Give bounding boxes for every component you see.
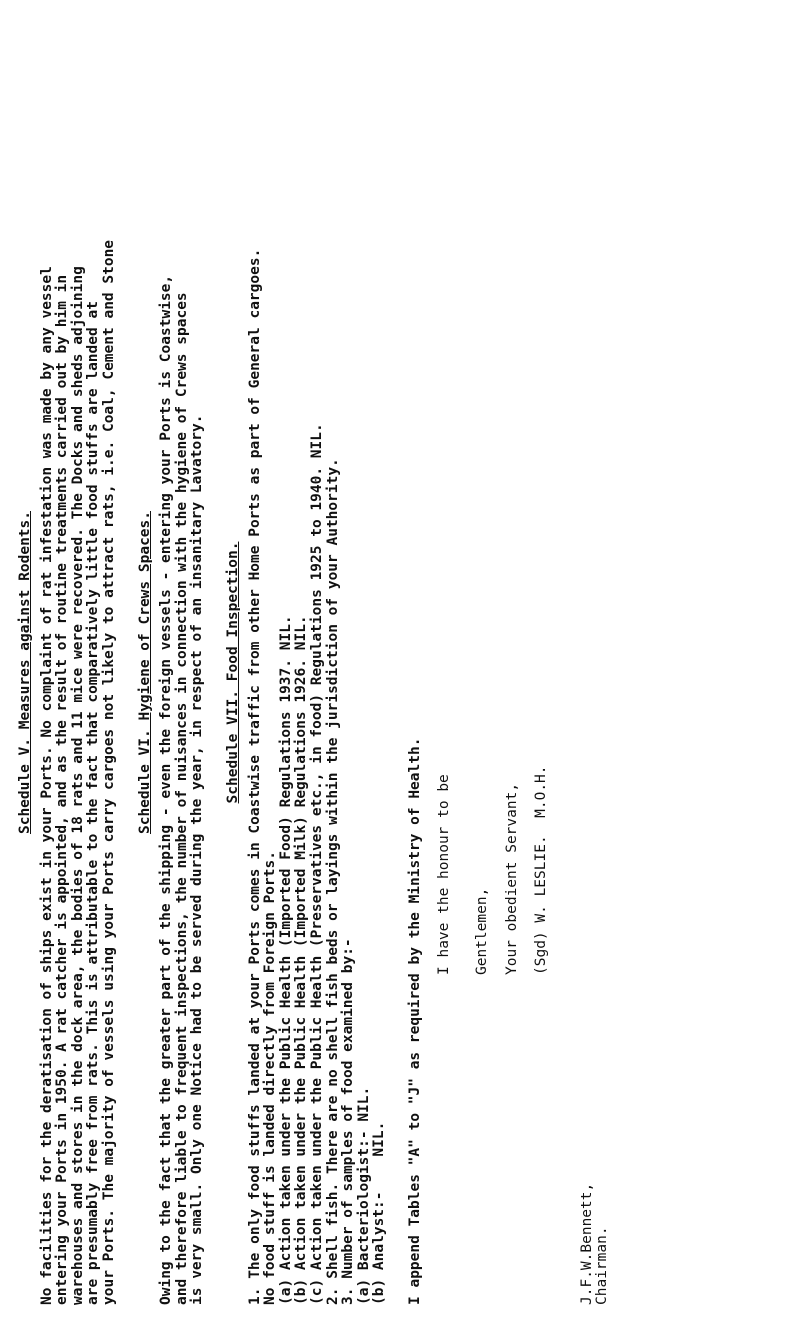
schedule-5-line: are presumably free from rats. This is attributable to the fact that comparatively little food stuffs are landed at xyxy=(85,301,102,1305)
schedule-7-section xyxy=(226,40,388,1305)
schedule-5-line: entering your Ports in 1950. A rat catcher is appointed, and as the result of routine treatments carried out by him in xyxy=(54,274,71,1305)
schedule-5-section xyxy=(18,40,118,1305)
append-line: I append Tables "A" to "J" as required by the Ministry of Health. xyxy=(406,737,423,1305)
schedule-6-line: and therefore liable to frequent inspections, the number of nuisances in connection with the hygiene of Crews spaces xyxy=(173,292,190,1305)
schedule-5-line: No facilities for the deratisation of ships exist in your Ports. No complaint of rat infestation was made by any vessel xyxy=(38,266,55,1305)
schedule-6-line: is very small. Only one Notice had to be served during the year, in respect of an insanitary Lavatory. xyxy=(189,414,206,1305)
schedule-7-line: 2. Shell fish. There are no shell fish beds or layings within the jurisdiction of your Authority. xyxy=(324,458,341,1305)
schedule-7-line: (b) Analyst:- NIL. xyxy=(371,1121,388,1305)
schedule-7-line: (b) Action taken under the Public Health (Imported Milk) Regulations 1926. NIL. xyxy=(293,615,310,1305)
schedule-7-line: (c) Action taken under the Public Health (Preservatives etc., in food) Regulations 1925 to 1940. NIL. xyxy=(308,423,325,1305)
honour-line: I have the honour to be xyxy=(436,774,453,975)
schedule-7-line: 1. The only food stuffs landed at your Ports comes in Coastwise traffic from other Home Ports as part of General cargoes. xyxy=(246,248,263,1305)
chairman-name: J.F.W.Bennett, xyxy=(578,1182,595,1305)
schedule-7-line: 3. Number of samples of food examined by:- xyxy=(340,938,357,1305)
schedule-5-line: your Ports. The majority of vessels using your Ports carry cargoes not likely to attract rats, i.e. Coal, Cement and Stone xyxy=(100,239,117,1305)
closing-section xyxy=(408,40,611,1305)
signature-line: (Sgd) W. LESLIE. M.O.H. xyxy=(533,765,550,975)
schedule-7-line: (a) Action taken under the Public Health (Imported Food) Regulations 1937. NIL. xyxy=(277,615,294,1305)
schedule-5-heading: Schedule V. Measures against Rodents. xyxy=(17,511,33,835)
schedule-6-heading: Schedule VI. Hygiene of Crews Spaces. xyxy=(136,511,153,835)
schedule-7-line: No food stuff is landed directly from Foreign Ports. xyxy=(262,851,279,1305)
schedule-7-line: (a) Bacteriologist:- NIL. xyxy=(355,1086,372,1305)
servant-line: Your obedient Servant, xyxy=(503,782,520,975)
chairman-title: Chairman. xyxy=(594,1226,611,1305)
schedule-5-line: warehouses and stores in the dock area, the bodies of 18 rats and 11 mice were recovered. The Docks and sheds adjoining xyxy=(69,266,86,1305)
schedule-6-section xyxy=(138,40,206,1305)
schedule-7-heading: Schedule VII. Food Inspection. xyxy=(224,541,241,804)
salutation-line: Gentlemen, xyxy=(474,887,491,975)
schedule-6-line: Owing to the fact that the greater part of the shipping - even the foreign vessels - entering your Ports is Coastwise, xyxy=(158,274,175,1305)
